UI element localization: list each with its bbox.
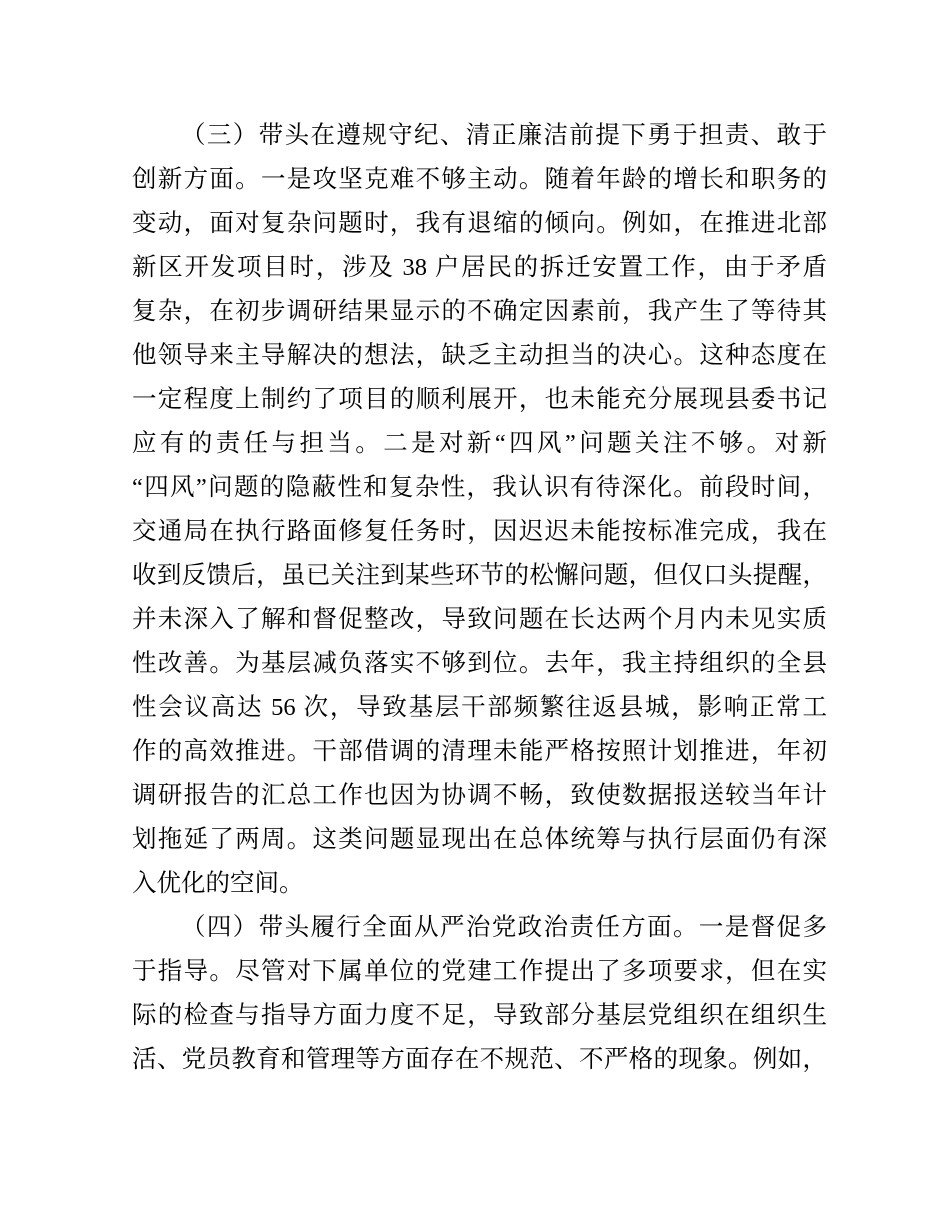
- text-line: 他领导来主导解决的想法，缺乏主动担当的决心。这种态度在: [132, 342, 827, 369]
- text-line: 作的高效推进。干部借调的清理未能严格按照计划推进，年初: [132, 738, 827, 765]
- text-line: 划拖延了两周。这类问题显现出在总体统筹与执行层面仍有深: [132, 826, 827, 853]
- text-line: 入优化的空间。: [132, 870, 304, 897]
- text-line: 创新方面。一是攻坚克难不够主动。随着年龄的增长和职务的: [132, 166, 827, 193]
- text-line: 性改善。为基层减负落实不够到位。去年，我主持组织的全县: [132, 650, 827, 677]
- text-line: 际的检查与指导方面力度不足，导致部分基层党组织在组织生: [132, 1002, 827, 1029]
- text-line: （四）带头履行全面从严治党政治责任方面。一是督促多: [181, 914, 827, 941]
- text-line: “四风”问题的隐蔽性和复杂性，我认识有待深化。前段时间，: [132, 474, 827, 501]
- text-line: 复杂，在初步调研结果显示的不确定因素前，我产生了等待其: [132, 298, 827, 325]
- text-line: 收到反馈后，虽已关注到某些环节的松懈问题，但仅口头提醒，: [132, 562, 827, 589]
- paragraph-section-3: [132, 114, 827, 906]
- text-line: 活、党员教育和管理等方面存在不规范、不严格的现象。例如，: [132, 1046, 827, 1073]
- text-line: 交通局在执行路面修复任务时，因迟迟未能按标准完成，我在: [132, 518, 827, 545]
- text-line: 并未深入了解和督促整改，导致问题在长达两个月内未见实质: [132, 606, 827, 633]
- paragraph-section-4: [132, 906, 827, 1082]
- text-line: 新区开发项目时，涉及 38 户居民的拆迁安置工作，由于矛盾: [132, 254, 827, 281]
- text-line: 于指导。尽管对下属单位的党建工作提出了多项要求，但在实: [132, 958, 827, 985]
- text-line: 应有的责任与担当。二是对新“四风”问题关注不够。对新: [132, 430, 827, 457]
- text-line: （三）带头在遵规守纪、清正廉洁前提下勇于担责、敢于: [181, 122, 827, 149]
- text-line: 调研报告的汇总工作也因为协调不畅，致使数据报送较当年计: [132, 782, 827, 809]
- text-line: 一定程度上制约了项目的顺利展开，也未能充分展现县委书记: [132, 386, 827, 413]
- text-line: 变动，面对复杂问题时，我有退缩的倾向。例如，在推进北部: [132, 210, 827, 237]
- text-line: 性会议高达 56 次，导致基层干部频繁往返县城，影响正常工: [132, 694, 827, 721]
